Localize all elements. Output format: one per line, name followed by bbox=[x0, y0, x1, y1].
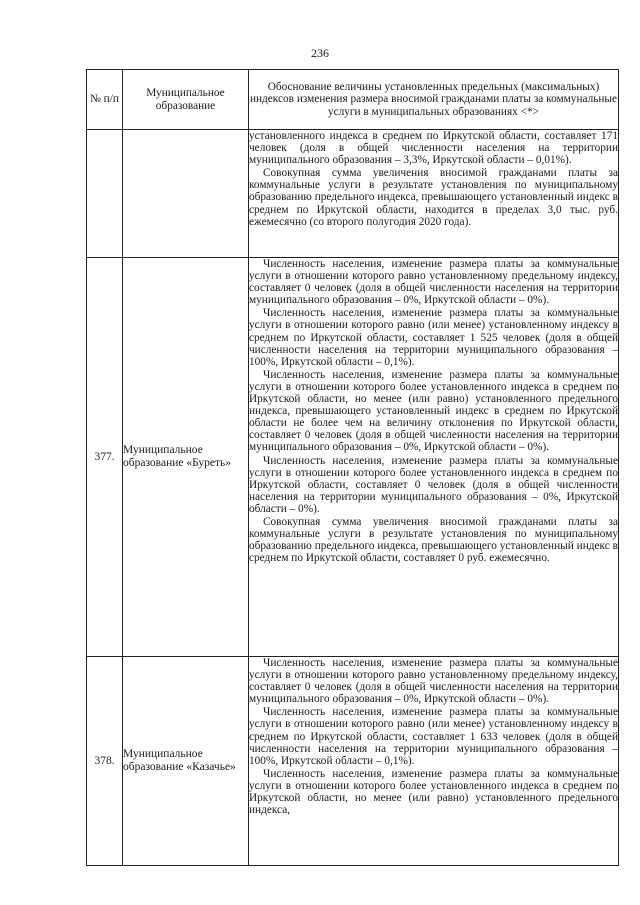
table-row bbox=[87, 130, 619, 258]
row-municipality: Муниципальное образование «Буреть» bbox=[123, 258, 249, 657]
paragraph: Совокупная сумма увеличения вносимой гражданами платы за коммунальные услуги в результате установления по муниципальному образованию предельного индекса, превышающего установленный индекс в среднем по Иркутской области, составляет 0 руб. ежемесячно. bbox=[249, 515, 618, 565]
row-number: 378. bbox=[87, 657, 123, 866]
row-number bbox=[87, 130, 123, 258]
paragraph: Численность населения, изменение размера платы за коммунальные услуги в отношении которого равно (или менее) установленному индексу в среднем по Иркутской области, составляет 1 525 человек (доля в общей численности населения на территории муниципального образования – 100%, Иркутской области – 0,1%). bbox=[249, 307, 618, 368]
table-header-row bbox=[87, 70, 619, 130]
row-municipality: Муниципальное образование «Казачье» bbox=[123, 657, 249, 866]
row-number: 377. bbox=[87, 258, 123, 657]
table-row bbox=[87, 258, 619, 657]
row-justification bbox=[249, 258, 619, 657]
paragraph: Численность населения, изменение размера платы за коммунальные услуги в отношении которого равно установленному предельному индексу, составляет 0 человек (доля в общей численности населения на территории муниципального образования – 0%, Иркутской области – 0%). bbox=[249, 657, 618, 706]
paragraph: Численность населения, изменение размера платы за коммунальные услуги в отношении которого более установленного индекса в среднем по Иркутской области, но менее (или равно) установленного предельного индекса, bbox=[249, 767, 618, 817]
paragraph: Численность населения, изменение размера платы за коммунальные услуги в отношении которого более установленного индекса в среднем по Иркутской области, но менее (или равно) установленного предельного индекса, превышающего установленный индекс в среднем по Иркутской области не более чем на величину отклонения по Иркутской области, составляет 0 человек (доля в общей численности населения на территории муниципального образования – 0%, Иркутской области – 0%). bbox=[249, 368, 618, 454]
header-municipality: Муниципальное образование bbox=[123, 70, 249, 130]
header-number: № п/п bbox=[87, 70, 123, 130]
justification-table bbox=[86, 69, 619, 866]
header-justification: Обоснование величины установленных предельных (максимальных) индексов изменения размера вносимой гражданами платы за коммунальные услуги в муниципальных образованиях <*> bbox=[249, 70, 619, 130]
paragraph: Численность населения, изменение размера платы за коммунальные услуги в отношении которого равно (или менее) установленному индексу в среднем по Иркутской области, составляет 1 633 человек (доля в общей численности населения на территории муниципального образования – 100%, Иркутской области – 0,1%). bbox=[249, 706, 618, 767]
page-number: 236 bbox=[311, 46, 329, 60]
paragraph: установленного индекса в среднем по Иркутской области, составляет 171 человек (доля в общей численности населения на территории муниципального образования – 3,3%, Иркутской области – 0,01%). bbox=[249, 130, 618, 167]
row-justification bbox=[249, 657, 619, 866]
paragraph: Численность населения, изменение размера платы за коммунальные услуги в отношении которого равно установленному предельному индексу, составляет 0 человек (доля в общей численности населения на территории муниципального образования – 0%, Иркутской области – 0%). bbox=[249, 258, 618, 307]
row-municipality bbox=[123, 130, 249, 258]
paragraph: Численность населения, изменение размера платы за коммунальные услуги в отношении которого более установленного индекса в среднем по Иркутской области, составляет 0 человек (доля в общей численности населения на территории муниципального образования – 0%, Иркутской области – 0%). bbox=[249, 454, 618, 515]
paragraph: Совокупная сумма увеличения вносимой гражданами платы за коммунальные услуги в результате установления по муниципальному образованию предельного индекса, превышающего установленный индекс в среднем по Иркутской области, находится в пределах 3,0 тыс. руб. ежемесячно (со второго полугодия 2020 года). bbox=[249, 167, 618, 228]
table-row bbox=[87, 657, 619, 866]
row-justification bbox=[249, 130, 619, 258]
